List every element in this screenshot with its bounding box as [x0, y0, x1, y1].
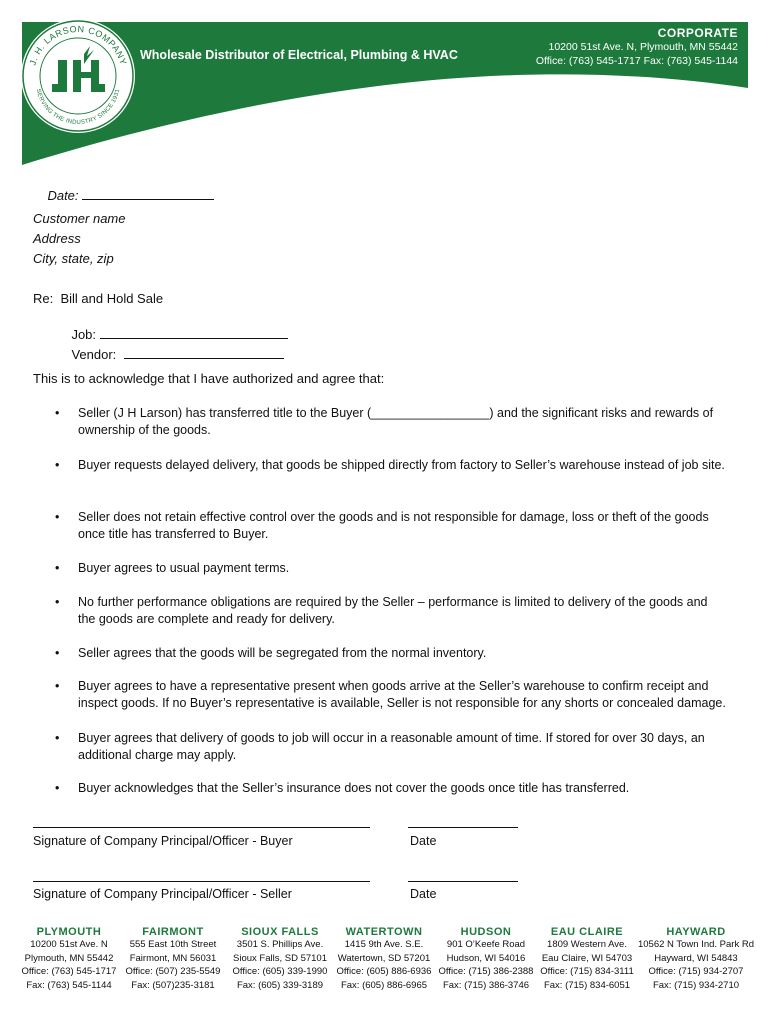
- customer-city: City, state, zip: [33, 251, 114, 266]
- intro-text: This is to acknowledge that I have authorized and agree that:: [33, 371, 385, 386]
- vendor-blank[interactable]: [124, 346, 284, 359]
- buyer-signature-label: Signature of Company Principal/Officer - Buyer: [33, 834, 293, 848]
- tagline: Wholesale Distributor of Electrical, Plumbing & HVAC: [140, 48, 458, 62]
- re-line: Re: Bill and Hold Sale: [33, 291, 164, 306]
- seller-date-label: Date: [410, 887, 437, 901]
- date-blank[interactable]: [82, 187, 214, 200]
- customer-address: Address: [33, 231, 81, 246]
- office-fairmont: FAIRMONT 555 East 10th Street Fairmont, MN 56031 Office: (507) 235-5549 Fax: (507)235-3181: [125, 926, 221, 991]
- office-sioux-falls: SIOUX FALLS 3501 S. Phillips Ave. Sioux Falls, SD 57101 Office: (605) 339-1990 Fax: (605) 339-3189: [232, 926, 328, 991]
- seller-signature-line[interactable]: [33, 881, 370, 882]
- office-plymouth: PLYMOUTH 10200 51st Ave. N Plymouth, MN 55442 Office: (763) 545-1717 Fax: (763) 545-1144: [21, 926, 117, 991]
- seller-date-line[interactable]: [408, 881, 518, 882]
- seller-signature-label: Signature of Company Principal/Officer - Seller: [33, 887, 292, 901]
- corporate-address: 10200 51st Ave. N, Plymouth, MN 55442: [548, 41, 738, 53]
- vendor-label: Vendor:: [71, 347, 124, 362]
- corporate-phone: Office: (763) 545-1717 Fax: (763) 545-1144: [535, 55, 738, 67]
- buyer-signature-line[interactable]: [33, 827, 370, 828]
- logo-ring-bottom: SERVING THE INDUSTRY SINCE 1931: [34, 88, 122, 127]
- office-watertown: WATERTOWN 1415 9th Ave. S.E. Watertown, SD 57201 Office: (605) 886-6936 Fax: (605) 886-6965: [336, 926, 432, 991]
- buyer-date-label: Date: [410, 834, 437, 848]
- office-hudson: HUDSON 901 O’Keefe Road Hudson, WI 54016 Office: (715) 386-2388 Fax: (715) 386-3746: [438, 926, 534, 991]
- office-eau-claire: EAU CLAIRE 1809 Western Ave. Eau Claire, WI 54703 Office: (715) 834-3111 Fax: (715) 834-6051: [540, 926, 634, 991]
- corporate-info: [536, 26, 738, 68]
- customer-name: Customer name: [33, 211, 126, 226]
- logo-ring-top: J. H. LARSON COMPANY: [27, 23, 129, 67]
- date-label: Date:: [47, 188, 83, 203]
- company-logo: [18, 16, 138, 136]
- office-locations: [0, 926, 770, 996]
- corporate-title: CORPORATE: [657, 26, 738, 40]
- job-label: Job:: [71, 327, 100, 342]
- office-hayward: HAYWARD 10562 N Town Ind. Park Rd Hayward, WI 54843 Office: (715) 934-2707 Fax: (715) 934-2710: [637, 926, 754, 991]
- buyer-date-line[interactable]: [408, 827, 518, 828]
